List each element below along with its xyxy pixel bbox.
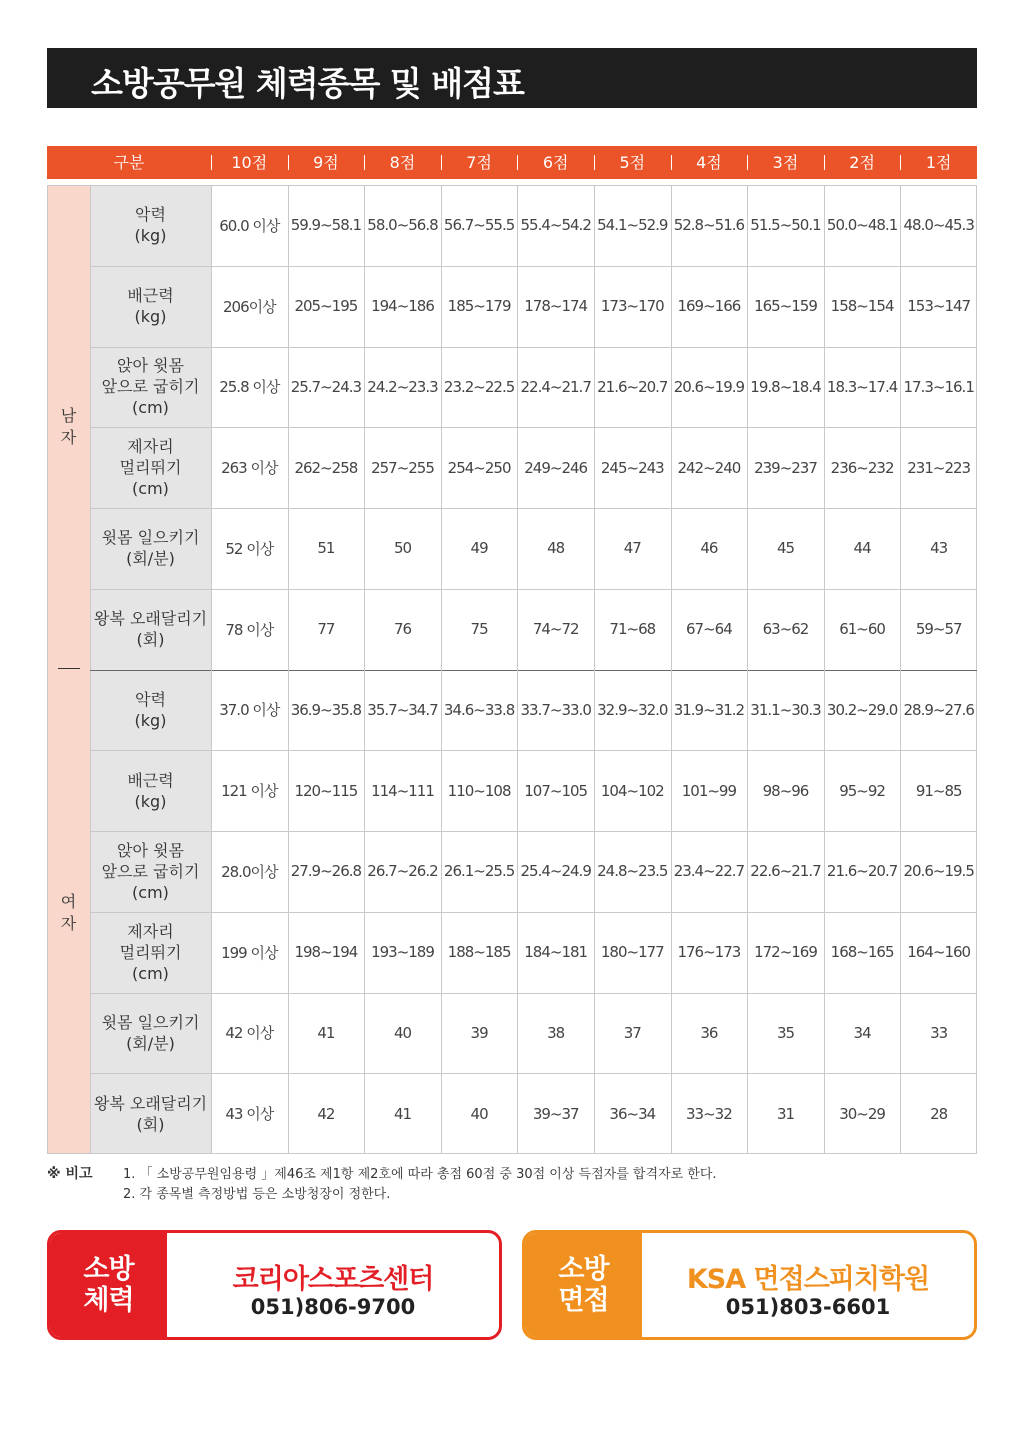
score-cell: 20.6~19.5 [903,862,974,881]
score-cell: 165~159 [754,297,817,316]
header-separator [900,155,901,170]
score-cell: 60.0 이상 [219,216,280,235]
score-cell: 48 [547,539,565,558]
row-separator-line [90,750,977,751]
column-separator-line [671,185,672,1154]
score-cell: 206이상 [222,297,276,316]
score-cell: 36~34 [609,1104,656,1123]
header-separator [747,155,748,170]
score-cell: 43 이상 [225,1105,274,1124]
header-cell-score: 8점 [389,153,416,172]
score-cell: 36.9~35.8 [290,700,362,719]
score-cell: 242~240 [677,458,741,477]
score-cell: 184~181 [524,943,588,962]
score-cell: 26.7~26.2 [367,862,438,881]
row-category: 앉아 윗몸 앞으로 굽히기 (cm) [101,356,200,418]
score-cell: 51.5~50.1 [750,216,821,235]
table-row [90,912,977,993]
table-row [90,347,977,428]
gender-female-text: 여 자 [60,892,77,933]
score-cell: 48.0~45.3 [903,216,974,235]
header-separator [441,155,442,170]
score-cell: 40 [393,1023,412,1042]
row-category: 윗몸 일으키기 (회/분) [101,1012,200,1053]
table-row [90,427,977,508]
score-cell: 54.1~52.9 [597,216,668,235]
score-cell: 50 [393,539,412,558]
header-separator [594,155,595,170]
score-cell: 78 이상 [225,620,274,639]
score-cell: 176~173 [677,943,741,962]
row-separator-line [90,266,977,267]
row-category: 배근력 (kg) [127,286,174,327]
score-cell: 56.7~55.5 [443,216,515,235]
column-separator-line [747,185,748,1154]
gender-male-text: 남 자 [60,406,77,447]
score-cell: 52.8~51.6 [673,216,745,235]
row-category: 윗몸 일으키기 (회/분) [101,528,200,569]
score-cell: 98~96 [762,781,809,800]
score-cell: 169~166 [677,297,741,316]
score-cell: 38 [547,1023,565,1042]
score-cell: 25.4~24.9 [520,862,591,881]
table-row [90,670,977,751]
table-row [90,1073,977,1154]
score-cell: 42 이상 [225,1024,274,1043]
table-row [90,993,977,1074]
row-separator-line [90,993,977,994]
score-cell: 27.9~26.8 [290,862,362,881]
gender-label-male [47,405,90,449]
score-cell: 35 [776,1023,795,1042]
ad-card-interview[interactable] [522,1230,977,1340]
score-cell: 104~102 [600,781,664,800]
score-cell: 50.0~48.1 [826,216,898,235]
header-cell-score: 6점 [542,153,569,172]
row-category: 악력 (kg) [134,205,167,246]
score-cell: 77 [317,620,335,639]
score-cell: 30.2~29.0 [826,700,898,719]
header-separator [211,155,212,170]
score-cell: 76 [393,620,412,639]
score-cell: 40 [470,1104,488,1123]
score-cell: 58.0~56.8 [367,216,438,235]
score-cell: 44 [853,539,871,558]
header-cell-category: 구분 [113,153,145,172]
score-cell: 37.0 이상 [219,701,280,720]
score-cell: 91~85 [915,781,962,800]
notes-label: ※ 비고 [47,1166,93,1182]
score-cell: 39 [470,1023,488,1042]
column-separator-line [211,185,212,1154]
score-cell: 26.1~25.5 [443,862,515,881]
score-cell: 23.4~22.7 [673,862,745,881]
table-row [90,589,977,670]
ad-card-interview-name: KSA 면접스피치학원 [686,1264,930,1295]
score-cell: 254~250 [447,458,511,477]
table-row [90,266,977,347]
row-separator-line [90,589,977,590]
gender-label-female [47,891,90,935]
score-cell: 46 [700,539,718,558]
column-separator-line [824,185,825,1154]
page-title: 소방공무원 체력종목 및 배점표 [91,64,524,103]
score-cell: 18.3~17.4 [826,377,898,396]
score-cell: 36 [700,1023,718,1042]
table-header [47,146,977,179]
score-cell: 198~194 [294,943,358,962]
score-cell: 42 [317,1104,335,1123]
score-cell: 239~237 [754,458,817,477]
header-cell-score: 1점 [925,153,952,172]
score-cell: 172~169 [754,943,817,962]
ad-card-fitness-name: 코리아스포츠센터 [232,1264,434,1295]
score-cell: 158~154 [830,297,894,316]
header-separator [671,155,672,170]
score-cell: 67~64 [686,620,732,639]
row-category: 제자리 멀리뛰기 (cm) [119,437,182,499]
header-cell-score: 10점 [231,153,268,172]
score-cell: 31.1~30.3 [750,700,821,719]
score-cell: 21.6~20.7 [597,377,668,396]
score-cell: 24.8~23.5 [597,862,668,881]
column-separator-line [900,185,901,1154]
score-cell: 185~179 [447,297,511,316]
score-cell: 231~223 [907,458,971,477]
score-cell: 34 [853,1023,871,1042]
score-cell: 24.2~23.3 [367,377,438,396]
score-cell: 52 이상 [225,539,274,558]
ad-card-interview-phone[interactable]: 051)803-6601 [725,1295,891,1319]
row-separator-line [90,831,977,832]
score-cell: 32.9~32.0 [597,700,668,719]
table-row [90,508,977,589]
score-cell: 71~68 [609,620,656,639]
score-cell: 107~105 [524,781,588,800]
score-cell: 21.6~20.7 [826,862,898,881]
header-separator [824,155,825,170]
score-cell: 205~195 [294,297,358,316]
header-cell-score: 9점 [313,153,339,172]
score-cell: 28 [930,1104,948,1123]
score-cell: 45 [776,539,795,558]
row-category: 배근력 (kg) [127,770,174,811]
header-cell-score: 5점 [619,153,646,172]
score-cell: 25.8 이상 [219,378,280,397]
score-cell: 101~99 [681,781,737,800]
score-cell: 41 [393,1104,412,1123]
score-cell: 22.6~21.7 [750,862,821,881]
score-cell: 19.8~18.4 [750,377,821,396]
row-category: 왕복 오래달리기 (회) [93,609,208,650]
title-bar [47,48,977,108]
header-cell-score: 7점 [466,153,492,172]
score-cell: 31.9~31.2 [673,700,745,719]
score-cell: 33 [930,1023,948,1042]
score-cell: 263 이상 [221,459,278,478]
column-separator-line [288,185,289,1154]
score-cell: 25.7~24.3 [290,377,362,396]
score-cell: 33~32 [686,1104,732,1123]
score-cell: 153~147 [907,297,971,316]
score-cell: 249~246 [524,458,588,477]
score-cell: 194~186 [371,297,434,316]
note-line-2: 2. 각 종목별 측정방법 등은 소방청장이 정한다. [123,1187,391,1202]
score-cell: 199 이상 [221,943,278,962]
column-separator-line [441,185,442,1154]
row-separator-line [90,1073,977,1074]
score-cell: 61~60 [839,620,885,639]
row-separator-line [90,427,977,428]
score-cell: 37 [623,1023,641,1042]
score-cell: 59~57 [915,620,962,639]
score-cell: 33.7~33.0 [520,700,591,719]
score-cell: 28.9~27.6 [903,700,974,719]
row-category: 악력 (kg) [134,689,167,730]
score-cell: 120~115 [294,781,358,800]
score-cell: 43 [930,539,948,558]
row-category: 제자리 멀리뛰기 (cm) [119,921,182,983]
ad-card-fitness-tag: 소방 체력 [50,1233,167,1337]
row-category: 왕복 오래달리기 (회) [93,1093,208,1134]
header-separator [288,155,289,170]
gender-separator-line [90,670,977,671]
ad-card-fitness[interactable] [47,1230,502,1340]
column-separator-line [364,185,365,1154]
table-row [90,185,977,266]
score-cell: 114~111 [371,781,434,800]
column-separator-line [517,185,518,1154]
row-separator-line [90,508,977,509]
score-cell: 110~108 [447,781,511,800]
row-separator-line [90,912,977,913]
score-cell: 28.0이상 [221,862,278,881]
score-cell: 20.6~19.9 [673,377,745,396]
score-cell: 257~255 [371,458,434,477]
score-cell: 47 [623,539,641,558]
score-cell: 180~177 [600,943,664,962]
note-line-1: 1. 「 소방공무원임용령 」제46조 제1항 제2호에 따라 총점 60점 중 30점 이상 득점자를 합격자로 한다. [123,1167,717,1182]
score-cell: 17.3~16.1 [903,377,974,396]
ad-card-fitness-phone[interactable]: 051)806-9700 [250,1295,416,1319]
ad-card-interview-tag: 소방 면접 [525,1233,642,1337]
score-cell: 34.6~33.8 [443,700,515,719]
score-cell: 173~170 [600,297,664,316]
score-cell: 193~189 [371,943,434,962]
score-cell: 39~37 [532,1104,579,1123]
score-cell: 35.7~34.7 [367,700,438,719]
score-cell: 262~258 [294,458,358,477]
row-separator-line [90,347,977,348]
header-separator [364,155,365,170]
score-cell: 178~174 [524,297,588,316]
header-separator [517,155,518,170]
score-cell: 51 [317,539,335,558]
score-cell: 63~62 [762,620,809,639]
score-cell: 188~185 [447,943,511,962]
header-cell-score: 2점 [849,153,875,172]
table-row [90,831,977,912]
score-cell: 59.9~58.1 [290,216,362,235]
score-cell: 23.2~22.5 [443,377,515,396]
score-cell: 75 [470,620,488,639]
score-cell: 22.4~21.7 [520,377,591,396]
header-cell-score: 4점 [696,153,722,172]
gender-divider [58,668,80,669]
score-cell: 31 [776,1104,795,1123]
score-cell: 164~160 [907,943,971,962]
score-cell: 30~29 [839,1104,885,1123]
score-cell: 55.4~54.2 [520,216,591,235]
column-separator-line [594,185,595,1154]
score-cell: 168~165 [830,943,894,962]
score-cell: 74~72 [532,620,579,639]
score-cell: 236~232 [830,458,894,477]
score-cell: 41 [317,1023,335,1042]
score-cell: 245~243 [600,458,664,477]
score-cell: 49 [470,539,488,558]
table-row [90,750,977,831]
score-cell: 95~92 [839,781,885,800]
row-category: 앉아 윗몸 앞으로 굽히기 (cm) [101,840,200,902]
header-cell-score: 3점 [772,153,799,172]
score-cell: 121 이상 [221,782,278,801]
